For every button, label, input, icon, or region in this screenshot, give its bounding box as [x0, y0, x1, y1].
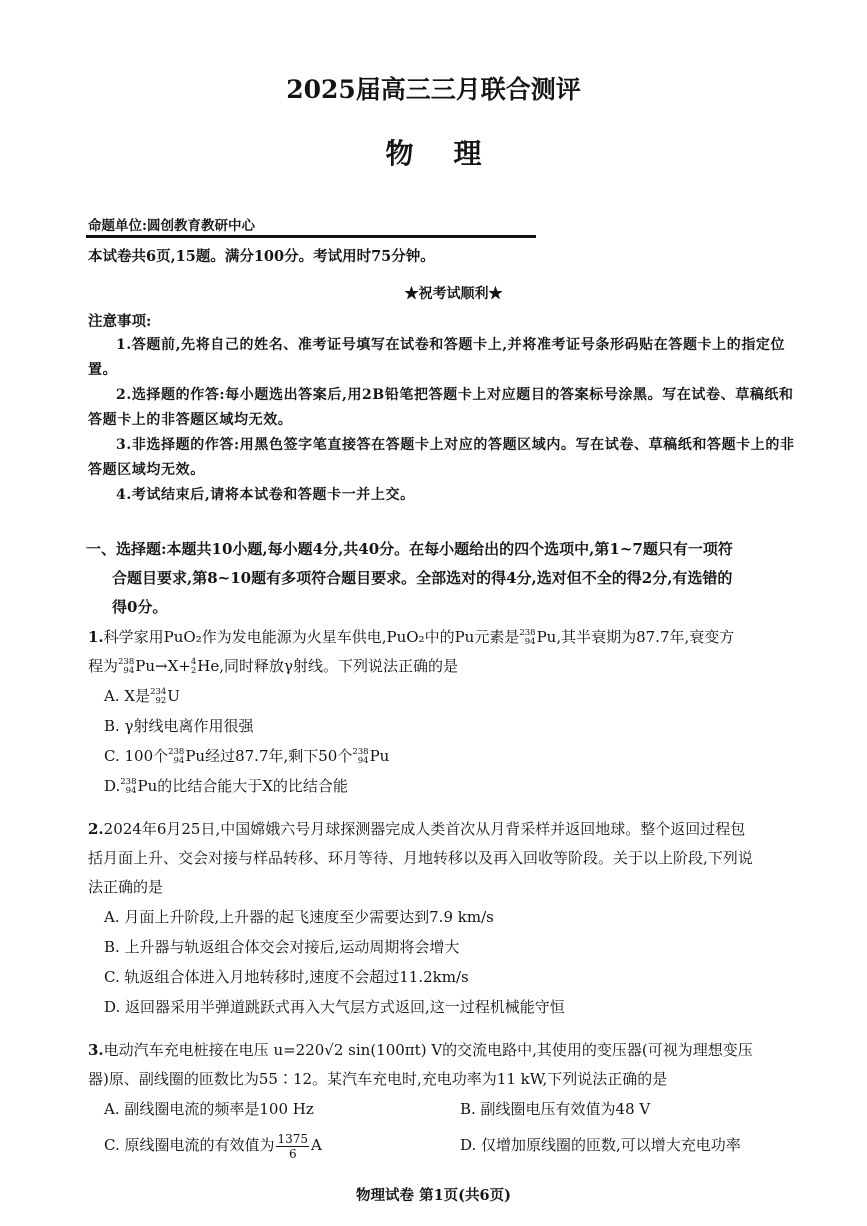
mass-number: 238 — [120, 777, 137, 787]
option-text: C. 原线圈电流的有效值为 — [104, 1136, 275, 1154]
atomic-number: 94 — [357, 756, 369, 766]
divider-rule — [86, 235, 536, 238]
question-number: 3. — [88, 1041, 104, 1059]
option-text: Pu经过87.7年,剩下50个 — [185, 747, 353, 765]
note-item: 4.考试结束后,请将本试卷和答题卡一并上交。 — [116, 487, 415, 503]
nuclide-mass-charge — [150, 688, 166, 706]
atomic-number: 94 — [125, 786, 137, 796]
option-b: B. 上升器与轨返组合体交会对接后,运动周期将会增大 — [104, 938, 460, 956]
numerator: 1375 — [277, 1131, 309, 1146]
option-c — [88, 741, 808, 771]
fraction — [276, 1132, 309, 1161]
section-line: 得0分。 — [112, 598, 168, 616]
question-3 — [88, 1036, 808, 1161]
good-luck-line: ★祝考试顺利★ — [404, 286, 503, 302]
nuclide-mass-charge — [168, 748, 184, 766]
option-c — [88, 1130, 444, 1161]
section-intro — [86, 535, 806, 622]
option-text: A. X是 — [104, 687, 151, 705]
question-2 — [88, 815, 808, 1022]
author-unit: 命题单位:圆创教育教研中心 — [88, 218, 255, 234]
option-text: D. — [104, 777, 121, 795]
atomic-number: 92 — [155, 696, 167, 706]
page-footer: 物理试卷 第1页(共6页) — [356, 1187, 511, 1204]
option-text: Pu的比结合能大于X的比结合能 — [137, 777, 348, 795]
atomic-number: 2 — [190, 666, 197, 676]
option-a: A. 副线圈电流的频率是100 Hz — [104, 1100, 314, 1118]
mass-number: 238 — [118, 657, 135, 667]
stem-text: Pu→X+ — [135, 657, 191, 675]
subject-title: 物理 — [385, 137, 522, 170]
mass-number: 238 — [519, 628, 536, 638]
question-stem — [88, 1036, 808, 1065]
notes-list — [88, 333, 804, 508]
note-item: 1.答题前,先将自己的姓名、准考证号填写在试卷和答题卡上,并将准考证号条形码贴在答题卡上的指定位置。 — [88, 337, 786, 378]
option-row — [88, 1094, 808, 1124]
stem-text: He,同时释放γ射线。下列说法正确的是 — [197, 657, 458, 675]
question-number: 2. — [88, 820, 104, 838]
option-text: C. 100个 — [104, 747, 169, 765]
question-stem: 括月面上升、交会对接与样品转移、环月等待、月地转移以及再入回收等阶段。关于以上阶段,下列说 — [88, 849, 753, 867]
atomic-number: 94 — [524, 637, 536, 647]
option-row — [88, 1130, 808, 1161]
option-d — [88, 771, 808, 801]
question-number: 1. — [88, 628, 104, 646]
option-d: D. 仅增加原线圈的匝数,可以增大充电功率 — [460, 1136, 741, 1154]
option-d: D. 返回器采用半弹道跳跃式再入大气层方式返回,这一过程机械能守恒 — [104, 998, 565, 1016]
nuclide-mass-charge — [120, 778, 136, 796]
note-item: 2.选择题的作答:每小题选出答案后,用2B铅笔把答题卡上对应题目的答案标号涂黑。写在试卷、草稿纸和答题卡上的非答题区域均无效。 — [88, 387, 794, 428]
option-b: B. 副线圈电压有效值为48 V — [460, 1100, 651, 1118]
question-stem — [88, 652, 808, 681]
question-1 — [88, 623, 808, 801]
mass-number: 234 — [150, 687, 167, 697]
mass-number: 4 — [190, 657, 197, 667]
exam-title: 2025届高三三月联合测评 — [286, 75, 581, 104]
option-a: A. 月面上升阶段,上升器的起飞速度至少需要达到7.9 km/s — [104, 908, 494, 926]
option-a — [88, 681, 808, 711]
question-stem: 器)原、副线圈的匝数比为55∶12。某汽车充电时,充电功率为11 kW,下列说法正确的是 — [88, 1070, 668, 1088]
stem-text: 科学家用PuO₂作为发电能源为火星车供电,PuO₂中的Pu元素是 — [103, 628, 520, 646]
stem-text: 2024年6月25日,中国嫦娥六号月球探测器完成人类首次从月背采样并返回地球。整个返回过程包 — [103, 820, 746, 838]
stem-text: 程为 — [88, 657, 119, 675]
option-text: Pu — [369, 747, 390, 765]
atomic-number: 94 — [173, 756, 185, 766]
stem-text: 电动汽车充电桩接在电压 u=220√2 sin(100πt) V的交流电路中,其使用的变压器(可视为理想变压 — [103, 1041, 753, 1059]
question-stem — [88, 623, 808, 652]
mass-number: 238 — [352, 747, 369, 757]
mass-number: 238 — [168, 747, 185, 757]
option-text: U — [167, 687, 180, 705]
option-c: C. 轨返组合体进入月地转移时,速度不会超过11.2km/s — [104, 968, 469, 986]
nuclide-mass-charge — [191, 658, 196, 676]
question-stem: 法正确的是 — [88, 878, 164, 896]
nuclide-mass-charge — [519, 629, 535, 647]
option-text: A — [311, 1136, 322, 1154]
nuclide-mass-charge — [352, 748, 368, 766]
option-b: B. γ射线电离作用很强 — [104, 717, 254, 735]
section-line: 一、选择题:本题共10小题,每小题4分,共40分。在每小题给出的四个选项中,第1~7题只有一项符 — [86, 540, 733, 558]
note-item: 3.非选择题的作答:用黑色签字笔直接答在答题卡上对应的答题区域内。写在试卷、草稿纸和答题卡上的非答题区域均无效。 — [88, 437, 795, 478]
notes-heading: 注意事项: — [88, 313, 152, 330]
atomic-number: 94 — [123, 666, 135, 676]
nuclide-mass-charge — [118, 658, 134, 676]
exam-info: 本试卷共6页,15题。满分100分。考试用时75分钟。 — [88, 248, 435, 265]
question-stem — [88, 815, 808, 844]
section-line: 合题目要求,第8~10题有多项符合题目要求。全部选对的得4分,选对但不全的得2分,有选错的 — [112, 569, 733, 587]
stem-text: Pu,其半衰期为87.7年,衰变方 — [536, 628, 735, 646]
denominator: 6 — [288, 1146, 297, 1161]
